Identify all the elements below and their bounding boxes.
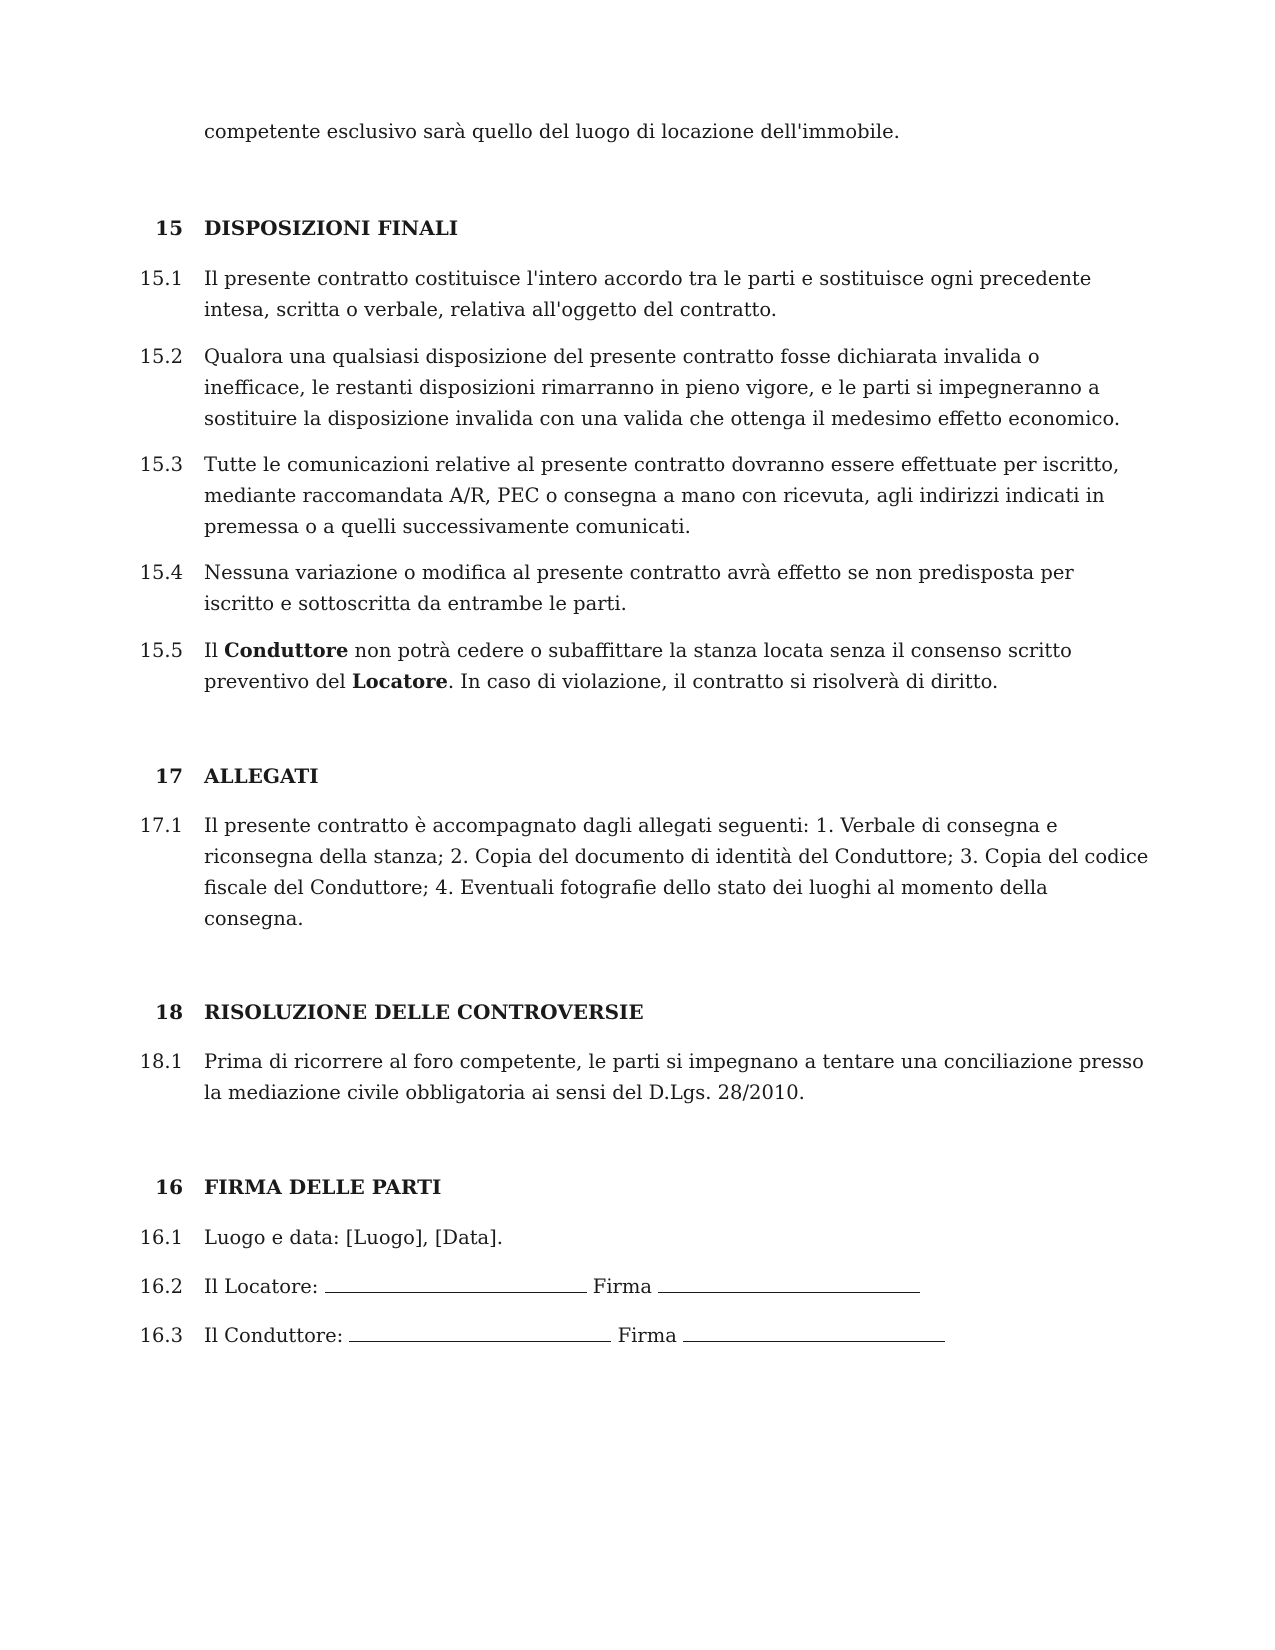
clause-line: iscritto e sottoscritta da entrambe le parti.: [204, 592, 627, 615]
signature-line-locatore: [204, 1271, 1134, 1302]
text-run: non potrà cedere o subaffittare la stanza locata senza il consenso scritto: [348, 639, 1072, 662]
section-heading-18: [0, 997, 1275, 1028]
signature-label: Il Conduttore:: [204, 1324, 350, 1347]
clause-number: 18.1: [139, 1050, 183, 1073]
signature-blank-field: [683, 1323, 945, 1342]
clause-text: [204, 1046, 1144, 1108]
section-number: 18: [155, 1000, 183, 1024]
clause-line: Nessuna variazione o modifica al presente contratto avrà effetto se non predisposta per: [204, 561, 1074, 584]
party-name-locatore: Locatore: [351, 670, 448, 693]
clause-line: Qualora una qualsiasi disposizione del presente contratto fosse dichiarata invalida o: [204, 345, 1040, 368]
section-number: 17: [155, 764, 183, 788]
clause-number: 17.1: [139, 814, 183, 837]
clause-line: Tutte le comunicazioni relative al presente contratto dovranno essere effettuate per iscritto,: [204, 453, 1120, 476]
clause-number: 16.1: [139, 1226, 183, 1249]
clause-number: 15.1: [139, 267, 183, 290]
signature-line-conduttore: [204, 1320, 1134, 1351]
text-run: . In caso di violazione, il contratto si risolverà di diritto.: [447, 670, 999, 693]
section-heading-17: [0, 761, 1275, 792]
signature-blank-field: [658, 1274, 920, 1293]
firma-label: Firma: [611, 1324, 684, 1347]
name-blank-field: [325, 1274, 587, 1293]
clause-line: [204, 635, 1134, 666]
clause-line: sostituire la disposizione invalida con una valida che ottenga il medesimo effetto economico.: [204, 407, 1121, 430]
clause-line: inefficace, le restanti disposizioni rimarranno in pieno vigore, e le parti si impegneranno a: [204, 376, 1100, 399]
section-heading-16: [0, 1172, 1275, 1203]
clause-text: [204, 635, 1134, 697]
section-number: 16: [155, 1175, 183, 1199]
clause-line: Il presente contratto è accompagnato dagli allegati seguenti: 1. Verbale di consegna e: [204, 814, 1058, 837]
clause-text: [204, 341, 1134, 434]
clause-text: [204, 557, 1134, 619]
clause-line: riconsegna della stanza; 2. Copia del documento di identità del Conduttore; 3. Copia del codice: [204, 845, 1149, 868]
clause-line: mediante raccomandata A/R, PEC o consegna a mano con ricevuta, agli indirizzi indicati in: [204, 484, 1105, 507]
clause-number: 15.3: [139, 453, 183, 476]
clause-text: [204, 263, 1134, 325]
section-heading-15: [0, 213, 1275, 244]
continuation-text: competente esclusivo sarà quello del luogo di locazione dell'immobile.: [204, 120, 900, 143]
clause-line: la mediazione civile obbligatoria ai sensi del D.Lgs. 28/2010.: [204, 1081, 805, 1104]
clause-number: 15.2: [139, 345, 183, 368]
clause-line: premessa o a quelli successivamente comunicati.: [204, 515, 691, 538]
clause-line: [204, 1271, 1134, 1302]
signature-label: Il Locatore:: [204, 1275, 325, 1298]
clause-text: [204, 1222, 1134, 1253]
firma-label: Firma: [586, 1275, 659, 1298]
clause-number: 16.2: [139, 1275, 183, 1298]
section-title: DISPOSIZIONI FINALI: [204, 216, 459, 240]
name-blank-field: [349, 1323, 611, 1342]
clause-line: [204, 666, 1134, 697]
section-number: 15: [155, 216, 183, 240]
clause-number: 15.5: [139, 639, 183, 662]
section-title: RISOLUZIONE DELLE CONTROVERSIE: [204, 1000, 644, 1024]
clause-number: 15.4: [139, 561, 183, 584]
text-run: Il: [204, 639, 225, 662]
place-date-line: Luogo e data: [Luogo], [Data].: [204, 1226, 503, 1249]
clause-number: 16.3: [139, 1324, 183, 1347]
clause-text: [204, 449, 1134, 542]
section-title: FIRMA DELLE PARTI: [204, 1175, 442, 1199]
clause-text: [204, 810, 1149, 934]
clause-line: Prima di ricorrere al foro competente, le parti si impegnano a tentare una conciliazione presso: [204, 1050, 1144, 1073]
party-name-conduttore: Conduttore: [224, 639, 349, 662]
clause-line: Il presente contratto costituisce l'intero accordo tra le parti e sostituisce ogni precedente: [204, 267, 1092, 290]
clause-line: fiscale del Conduttore; 4. Eventuali fotografie dello stato dei luoghi al momento della: [204, 876, 1048, 899]
clause-line: [204, 1320, 1134, 1351]
clause-line: consegna.: [204, 907, 304, 930]
section-title: ALLEGATI: [204, 764, 319, 788]
text-run: preventivo del: [204, 670, 352, 693]
clause-line: intesa, scritta o verbale, relativa all'oggetto del contratto.: [204, 298, 777, 321]
